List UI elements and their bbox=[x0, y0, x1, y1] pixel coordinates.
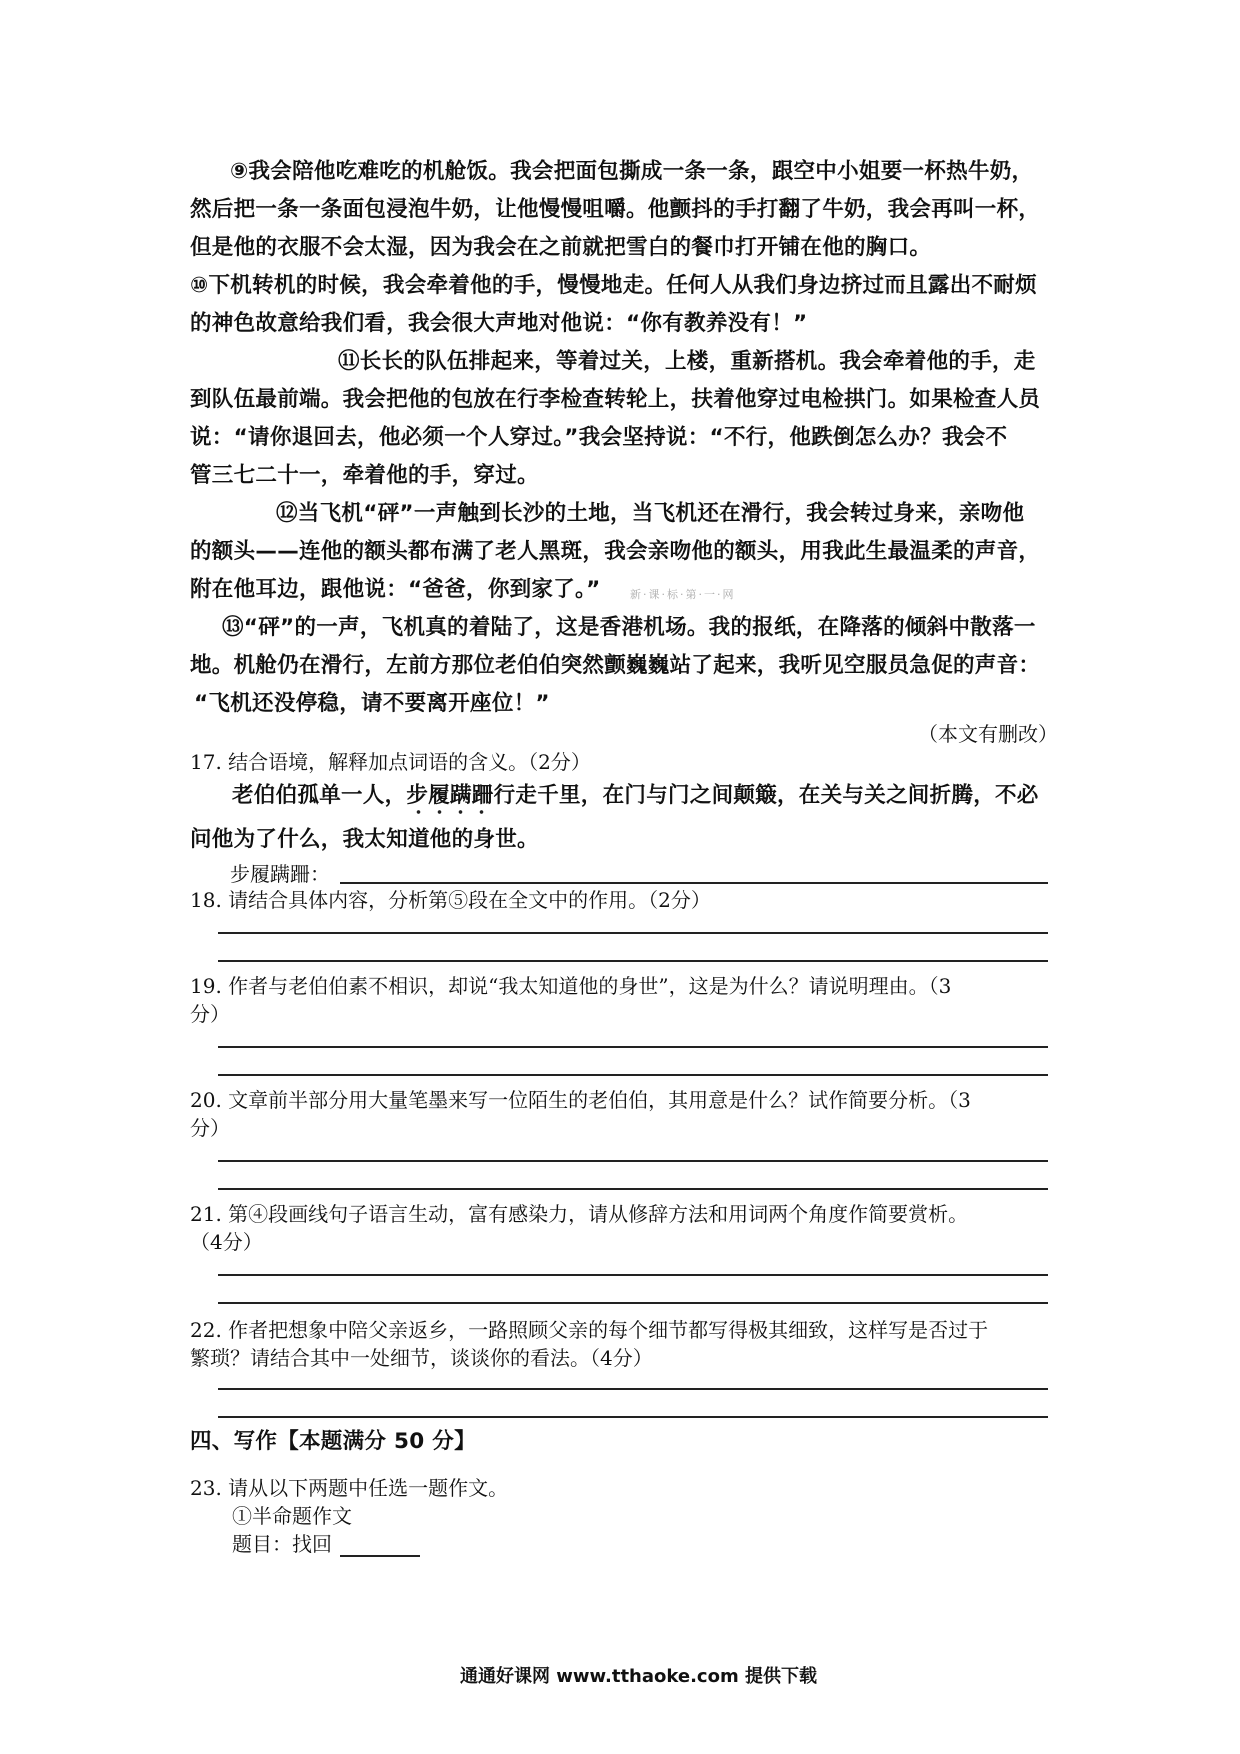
q22-answer-line-1[interactable] bbox=[218, 1388, 1048, 1390]
p11-line1: ⑪长长的队伍排起来，等着过关，上楼，重新搭机。我会牵着他的手，走 bbox=[338, 349, 1036, 374]
q22-answer-line-2[interactable] bbox=[218, 1416, 1048, 1418]
watermark: 新·课·标·第·一·网 bbox=[630, 588, 736, 601]
p10-line1: ⑩下机转机的时候，我会牵着他的手，慢慢地走。任何人从我们身边挤过而且露出不耐烦 bbox=[190, 273, 1037, 298]
q18-stem: 18. 请结合具体内容，分析第⑤段在全文中的作用。（2分） bbox=[190, 888, 711, 912]
p13-line1: ⑬“砰”的一声，飞机真的着陆了，这是香港机场。我的报纸，在降落的倾斜中散落一 bbox=[222, 615, 1036, 640]
p13-line2: 地。机舱仍在滑行，左前方那位老伯伯突然颤巍巍站了起来，我听见空服员急促的声音： bbox=[190, 653, 1041, 678]
q17-answer-line[interactable] bbox=[340, 882, 1048, 884]
q17-dotted-term: 步履蹒跚 bbox=[406, 783, 494, 808]
p9-line1: ⑨我会陪他吃难吃的机舱饭。我会把面包撕成一条一条，跟空中小姐要一杯热牛奶， bbox=[230, 159, 1034, 184]
q18-answer-line-2[interactable] bbox=[218, 960, 1048, 962]
p12-line1: ⑫当飞机“砰”一声触到长沙的土地，当飞机还在滑行，我会转过身来，亲吻他 bbox=[276, 501, 1025, 526]
q17-quote-after: 行走千里，在门与门之间颠簸，在关与关之间折腾，不必 bbox=[493, 783, 1039, 808]
p11-line3: 说：“请你退回去，他必须一个人穿过。”我会坚持说：“不行，他跌倒怎么办？我会不 bbox=[190, 425, 1008, 450]
q23-option1: ①半命题作文 bbox=[232, 1504, 352, 1528]
section4-heading: 四、写作【本题满分 50 分】 bbox=[190, 1429, 476, 1454]
q22-stem-line2: 繁琐？请结合其中一处细节，谈谈你的看法。（4分） bbox=[190, 1346, 653, 1370]
p11-line2: 到队伍最前端。我会把他的包放在行李检查转轮上，扶着他穿过电检拱门。如果检查人员 bbox=[190, 387, 1041, 412]
q20-answer-line-2[interactable] bbox=[218, 1188, 1048, 1190]
q17-quote-line1 bbox=[232, 782, 1039, 810]
q20-answer-line-1[interactable] bbox=[218, 1160, 1048, 1162]
q19-stem-line2: 分） bbox=[190, 1002, 230, 1026]
p9-line2: 然后把一条一条面包浸泡牛奶，让他慢慢咀嚼。他颤抖的手打翻了牛奶，我会再叫一杯， bbox=[190, 197, 1041, 222]
q23-stem: 23. 请从以下两题中任选一题作文。 bbox=[190, 1476, 509, 1500]
p12-line2: 的额头——连他的额头都布满了老人黑斑，我会亲吻他的额头，用我此生最温柔的声音， bbox=[190, 539, 1041, 564]
p13-line3: “飞机还没停稳，请不要离开座位！” bbox=[194, 691, 550, 716]
q20-stem-line1: 20. 文章前半部分用大量笔墨来写一位陌生的老伯伯，其用意是什么？试作简要分析。（3 bbox=[190, 1088, 971, 1112]
q22-stem-line1: 22. 作者把想象中陪父亲返乡，一路照顾父亲的每个细节都写得极其细致，这样写是否过于 bbox=[190, 1318, 989, 1342]
q20-stem-line2: 分） bbox=[190, 1116, 230, 1140]
q23-title-label: 题目：找回 bbox=[232, 1532, 332, 1556]
q17-quote-line2: 问他为了什么，我太知道他的身世。 bbox=[190, 827, 539, 852]
q18-answer-line-1[interactable] bbox=[218, 932, 1048, 934]
q21-stem-line1: 21. 第④段画线句子语言生动，富有感染力，请从修辞方法和用词两个角度作简要赏析。 bbox=[190, 1202, 969, 1226]
q17-quote-before: 老伯伯孤单一人， bbox=[232, 783, 407, 808]
footer-source: 通通好课网 www.tthaoke.com 提供下载 bbox=[460, 1666, 817, 1687]
q21-answer-line-1[interactable] bbox=[218, 1274, 1048, 1276]
p11-line4: 管三七二十一，牵着他的手，穿过。 bbox=[190, 463, 539, 488]
p12-line3: 附在他耳边，跟他说：“爸爸，你到家了。” bbox=[190, 577, 601, 602]
p9-line3: 但是他的衣服不会太湿，因为我会在之前就把雪白的餐巾打开铺在他的胸口。 bbox=[190, 235, 932, 260]
revision-note: （本文有删改） bbox=[918, 722, 1058, 746]
q23-title-blank[interactable] bbox=[340, 1555, 420, 1557]
q21-answer-line-2[interactable] bbox=[218, 1302, 1048, 1304]
q21-stem-line2: （4分） bbox=[190, 1230, 263, 1254]
q17-answer-label: 步履蹒跚： bbox=[230, 862, 330, 886]
q19-answer-line-2[interactable] bbox=[218, 1074, 1048, 1076]
q19-stem-line1: 19. 作者与老伯伯素不相识，却说“我太知道他的身世”，这是为什么？请说明理由。（3 bbox=[190, 974, 952, 998]
q17-stem: 17. 结合语境，解释加点词语的含义。（2分） bbox=[190, 750, 591, 774]
p10-line2: 的神色故意给我们看，我会很大声地对他说：“你有教养没有！” bbox=[190, 311, 808, 336]
q19-answer-line-1[interactable] bbox=[218, 1046, 1048, 1048]
